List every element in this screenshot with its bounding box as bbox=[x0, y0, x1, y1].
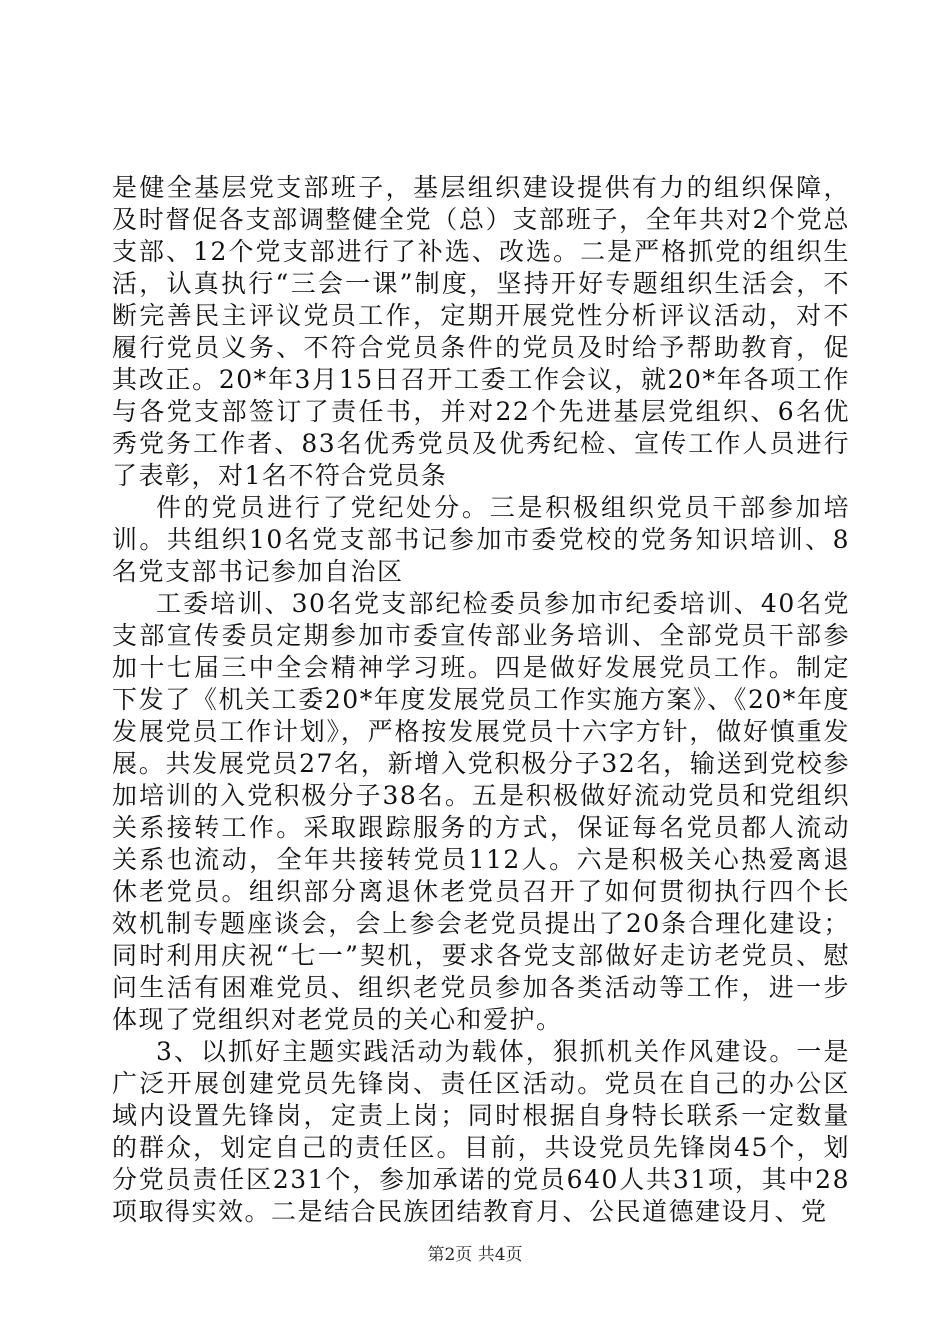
body-paragraph: 工委培训、30名党支部纪检委员参加市纪委培训、40名党支部宣传委员定期参加市委宣传部业务培训、全部党员干部参加十七届三中全会精神学习班。四是做好发展党员工作。制定下发了《机关工委20*年度发展党员工作实施方案》、《20*年度发展党员工作计划》，严格按发展党员十六字方针，做好慎重发展。共发展党员27名，新增入党积极分子32名，输送到党校参加培训的入党积极分子38名。五是积极做好流动党员和党组织关系接转工作。采取跟踪服务的方式，保证每名党员都人流动关系也流动，全年共接转党员112人。六是积极关心热爱离退休老党员。组织部分离退休老党员召开了如何贯彻执行四个长效机制专题座谈会，会上参会老党员提出了20条合理化建设；同时利用庆祝“七一”契机，要求各党支部做好走访老党员、慰问生活有困难党员、组织老党员参加各类活动等工作，进一步体现了党组织对老党员的关心和爱护。 bbox=[112, 589, 850, 1034]
body-paragraph: 是健全基层党支部班子，基层组织建设提供有力的组织保障，及时督促各支部调整健全党（总）支部班子，全年共对2个党总支部、12个党支部进行了补选、改选。二是严格抓党的组织生活，认真执行“三会一课”制度，坚持开好专题组织生活会，不断完善民主评议党员工作，定期开展党性分析评议活动，对不履行党员义务、不符合党员条件的党员及时给予帮助教育，促其改正。20*年3月15日召开工委工作会议，就20*年各项工作与各党支部签订了责任书，并对22个先进基层党组织、6名优秀党务工作者、83名优秀党员及优秀纪检、宣传工作人员进行了表彰，对1名不符合党员条 bbox=[112, 173, 850, 490]
page-number-footer: 第2页 共4页 bbox=[427, 1245, 523, 1265]
document-body bbox=[112, 172, 850, 1228]
body-paragraph: 3、以抓好主题实践活动为载体，狠抓机关作风建设。一是广泛开展创建党员先锋岗、责任区活动。党员在自己的办公区域内设置先锋岗，定责上岗；同时根据自身特长联系一定数量的群众，划定自己的责任区。目前，共设党员先锋岗45个，划分党员责任区231个，参加承诺的党员640人共31项，其中28项取得实效。二是结合民族团结教育月、公民道德建设月、党 bbox=[112, 1037, 850, 1226]
body-paragraph: 件的党员进行了党纪处分。三是积极组织党员干部参加培训。共组织10名党支部书记参加市委党校的党务知识培训、8名党支部书记参加自治区 bbox=[112, 493, 850, 586]
